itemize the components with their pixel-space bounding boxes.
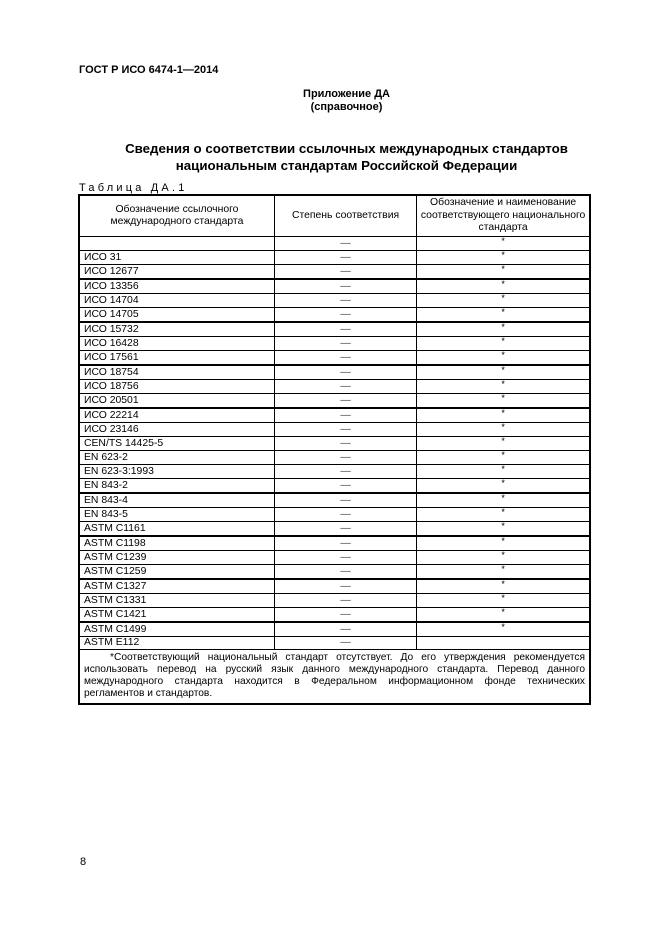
footnote-marker: * bbox=[501, 521, 505, 531]
column-header-national: Обозначение и наименование соответствующего национального стандарта bbox=[417, 195, 590, 237]
dash-mark: — bbox=[340, 323, 351, 335]
degree-cell bbox=[274, 608, 416, 623]
reference-standard-cell: ASTM E112 bbox=[79, 637, 274, 650]
dash-mark: — bbox=[340, 494, 351, 506]
national-standard-cell bbox=[417, 608, 590, 623]
table-row bbox=[79, 294, 590, 308]
dash-mark: — bbox=[340, 623, 351, 635]
national-standard-cell bbox=[417, 536, 590, 551]
reference-standard-cell: ИСО 13356 bbox=[79, 279, 274, 294]
national-standard-cell bbox=[417, 437, 590, 451]
footnote-marker: * bbox=[501, 408, 505, 418]
dash-mark: — bbox=[340, 522, 351, 534]
footnote-marker: * bbox=[501, 422, 505, 432]
footnote-marker: * bbox=[501, 493, 505, 503]
dash-mark: — bbox=[340, 580, 351, 592]
table-row bbox=[79, 508, 590, 522]
national-standard-cell bbox=[417, 522, 590, 537]
national-standard-cell bbox=[417, 380, 590, 394]
table-row bbox=[79, 451, 590, 465]
dash-mark: — bbox=[340, 251, 351, 263]
reference-standard-cell: ИСО 22214 bbox=[79, 408, 274, 423]
degree-cell bbox=[274, 522, 416, 537]
footnote-marker: * bbox=[501, 622, 505, 632]
national-standard-cell bbox=[417, 279, 590, 294]
national-standard-cell bbox=[417, 579, 590, 594]
footnote-row bbox=[79, 650, 590, 705]
dash-mark: — bbox=[340, 565, 351, 577]
national-standard-cell bbox=[417, 565, 590, 580]
table-row bbox=[79, 308, 590, 323]
dash-mark: — bbox=[340, 508, 351, 520]
dash-mark: — bbox=[340, 308, 351, 320]
degree-cell bbox=[274, 437, 416, 451]
degree-cell bbox=[274, 380, 416, 394]
table-row bbox=[79, 622, 590, 637]
footnote-marker: * bbox=[501, 579, 505, 589]
degree-cell bbox=[274, 279, 416, 294]
table-row bbox=[79, 579, 590, 594]
degree-cell bbox=[274, 365, 416, 380]
reference-standard-cell: ASTM C1161 bbox=[79, 522, 274, 537]
table-row bbox=[79, 322, 590, 337]
dash-mark: — bbox=[340, 380, 351, 392]
national-standard-cell bbox=[417, 451, 590, 465]
dash-mark: — bbox=[340, 366, 351, 378]
footnote-marker: * bbox=[501, 365, 505, 375]
table-row bbox=[79, 536, 590, 551]
national-standard-cell bbox=[417, 251, 590, 265]
footnote-marker: * bbox=[501, 450, 505, 460]
national-standard-cell bbox=[417, 237, 590, 251]
reference-standard-cell: CEN/TS 14425-5 bbox=[79, 437, 274, 451]
footnote-marker: * bbox=[501, 236, 505, 246]
footnote-marker: * bbox=[501, 478, 505, 488]
reference-standard-cell: ИСО 15732 bbox=[79, 322, 274, 337]
footnote-marker: * bbox=[501, 250, 505, 260]
degree-cell bbox=[274, 551, 416, 565]
degree-cell bbox=[274, 508, 416, 522]
dash-mark: — bbox=[340, 294, 351, 306]
footnote-cell bbox=[79, 650, 590, 705]
dash-mark: — bbox=[340, 637, 351, 649]
degree-cell bbox=[274, 565, 416, 580]
table-header-row bbox=[79, 195, 590, 237]
dash-mark: — bbox=[340, 351, 351, 363]
reference-standard-cell: ASTM C1327 bbox=[79, 579, 274, 594]
dash-mark: — bbox=[340, 479, 351, 491]
reference-standard-cell: ASTM C1239 bbox=[79, 551, 274, 565]
footnote-marker: * bbox=[501, 593, 505, 603]
national-standard-cell bbox=[417, 294, 590, 308]
footnote-marker: * bbox=[501, 336, 505, 346]
table-row bbox=[79, 437, 590, 451]
degree-cell bbox=[274, 536, 416, 551]
reference-standard-cell: EN 623-2 bbox=[79, 451, 274, 465]
national-standard-cell bbox=[417, 394, 590, 409]
national-standard-cell bbox=[417, 322, 590, 337]
degree-cell bbox=[274, 308, 416, 323]
dash-mark: — bbox=[340, 551, 351, 563]
footnote-marker: * bbox=[501, 379, 505, 389]
appendix-heading bbox=[0, 88, 661, 114]
footnote-marker: * bbox=[501, 293, 505, 303]
column-header-reference: Обозначение ссылочного международного стандарта bbox=[79, 195, 274, 237]
dash-mark: — bbox=[340, 337, 351, 349]
degree-cell bbox=[274, 251, 416, 265]
footnote-text: *Соответствующий национальный стандарт отсутствует. До его утверждения рекомендуется использовать перевод на русский язык данного международного стандарта. Перевод данного международного стандарта находится в Федеральном информационном фонде технических регламентов и стандартов. bbox=[84, 652, 585, 700]
reference-standard-cell: ИСО 14704 bbox=[79, 294, 274, 308]
table-row bbox=[79, 408, 590, 423]
table-row bbox=[79, 522, 590, 537]
footnote-marker: * bbox=[501, 322, 505, 332]
national-standard-cell bbox=[417, 265, 590, 280]
table-row bbox=[79, 565, 590, 580]
dash-mark: — bbox=[340, 280, 351, 292]
degree-cell bbox=[274, 265, 416, 280]
appendix-label: Приложение ДА bbox=[303, 88, 390, 100]
document-code: ГОСТ Р ИСО 6474-1—2014 bbox=[79, 64, 219, 76]
dash-mark: — bbox=[340, 237, 351, 249]
table-row bbox=[79, 279, 590, 294]
reference-standard-cell: EN 843-5 bbox=[79, 508, 274, 522]
reference-standard-cell: EN 623-3:1993 bbox=[79, 465, 274, 479]
reference-standard-cell: ИСО 20501 bbox=[79, 394, 274, 409]
table-row bbox=[79, 394, 590, 409]
degree-cell bbox=[274, 493, 416, 508]
national-standard-cell bbox=[417, 423, 590, 437]
national-standard-cell bbox=[417, 508, 590, 522]
degree-cell bbox=[274, 351, 416, 366]
reference-standard-cell: ИСО 14705 bbox=[79, 308, 274, 323]
degree-cell bbox=[274, 423, 416, 437]
title-line-1: Сведения о соответствии ссылочных международных стандартов bbox=[125, 141, 568, 156]
dash-mark: — bbox=[340, 265, 351, 277]
dash-mark: — bbox=[340, 537, 351, 549]
dash-mark: — bbox=[340, 594, 351, 606]
table-row bbox=[79, 380, 590, 394]
dash-mark: — bbox=[340, 608, 351, 620]
reference-standard-cell: EN 843-4 bbox=[79, 493, 274, 508]
degree-cell bbox=[274, 465, 416, 479]
degree-cell bbox=[274, 294, 416, 308]
footnote-marker: * bbox=[501, 607, 505, 617]
appendix-type: (справочное) bbox=[310, 101, 383, 113]
table-row bbox=[79, 251, 590, 265]
table-row bbox=[79, 608, 590, 623]
national-standard-cell bbox=[417, 365, 590, 380]
reference-standard-cell: ASTM C1259 bbox=[79, 565, 274, 580]
degree-cell bbox=[274, 237, 416, 251]
reference-standard-cell: ИСО 17561 bbox=[79, 351, 274, 366]
table-row bbox=[79, 493, 590, 508]
column-header-degree: Степень соответствия bbox=[274, 195, 416, 237]
degree-cell bbox=[274, 637, 416, 650]
table-row bbox=[79, 637, 590, 650]
dash-mark: — bbox=[340, 423, 351, 435]
footnote-marker: * bbox=[501, 536, 505, 546]
national-standard-cell bbox=[417, 551, 590, 565]
degree-cell bbox=[274, 622, 416, 637]
degree-cell bbox=[274, 408, 416, 423]
dash-mark: — bbox=[340, 409, 351, 421]
reference-standard-cell: ИСО 23146 bbox=[79, 423, 274, 437]
table-row bbox=[79, 351, 590, 366]
degree-cell bbox=[274, 479, 416, 494]
national-standard-cell bbox=[417, 622, 590, 637]
footnote-marker: * bbox=[501, 279, 505, 289]
degree-cell bbox=[274, 594, 416, 608]
national-standard-cell bbox=[417, 594, 590, 608]
reference-standard-cell: ИСО 31 bbox=[79, 251, 274, 265]
degree-cell bbox=[274, 451, 416, 465]
national-standard-cell bbox=[417, 637, 590, 650]
page-number: 8 bbox=[80, 856, 87, 868]
table-row bbox=[79, 423, 590, 437]
degree-cell bbox=[274, 322, 416, 337]
table-row bbox=[79, 479, 590, 494]
footnote-marker: * bbox=[501, 564, 505, 574]
national-standard-cell bbox=[417, 465, 590, 479]
table-row bbox=[79, 551, 590, 565]
degree-cell bbox=[274, 337, 416, 351]
title-line-2: национальным стандартам Российской Федерации bbox=[175, 158, 518, 173]
dash-mark: — bbox=[340, 437, 351, 449]
table-row bbox=[79, 594, 590, 608]
reference-standard-cell: ASTM C1331 bbox=[79, 594, 274, 608]
national-standard-cell bbox=[417, 479, 590, 494]
correspondence-table bbox=[78, 194, 591, 705]
table-caption: Таблица ДА.1 bbox=[79, 182, 188, 194]
footnote-marker: * bbox=[501, 307, 505, 317]
dash-mark: — bbox=[340, 465, 351, 477]
reference-standard-cell bbox=[79, 237, 274, 251]
national-standard-cell bbox=[417, 493, 590, 508]
dash-mark: — bbox=[340, 451, 351, 463]
table-row bbox=[79, 265, 590, 280]
degree-cell bbox=[274, 579, 416, 594]
reference-standard-cell: ИСО 18756 bbox=[79, 380, 274, 394]
footnote-marker: * bbox=[501, 264, 505, 274]
dash-mark: — bbox=[340, 394, 351, 406]
footnote-marker: * bbox=[501, 393, 505, 403]
national-standard-cell bbox=[417, 337, 590, 351]
footnote-marker: * bbox=[501, 550, 505, 560]
table-row bbox=[79, 237, 590, 251]
table-row bbox=[79, 365, 590, 380]
reference-standard-cell: ИСО 16428 bbox=[79, 337, 274, 351]
page-title bbox=[0, 140, 661, 174]
reference-standard-cell: ИСО 12677 bbox=[79, 265, 274, 280]
national-standard-cell bbox=[417, 408, 590, 423]
reference-standard-cell: EN 843-2 bbox=[79, 479, 274, 494]
national-standard-cell bbox=[417, 308, 590, 323]
footnote-marker: * bbox=[501, 350, 505, 360]
footnote-marker: * bbox=[501, 464, 505, 474]
table-row bbox=[79, 465, 590, 479]
national-standard-cell bbox=[417, 351, 590, 366]
reference-standard-cell: ASTM C1499 bbox=[79, 622, 274, 637]
footnote-marker: * bbox=[501, 507, 505, 517]
footnote-marker: * bbox=[501, 436, 505, 446]
degree-cell bbox=[274, 394, 416, 409]
reference-standard-cell: ИСО 18754 bbox=[79, 365, 274, 380]
reference-standard-cell: ASTM C1421 bbox=[79, 608, 274, 623]
reference-standard-cell: ASTM C1198 bbox=[79, 536, 274, 551]
table-row bbox=[79, 337, 590, 351]
